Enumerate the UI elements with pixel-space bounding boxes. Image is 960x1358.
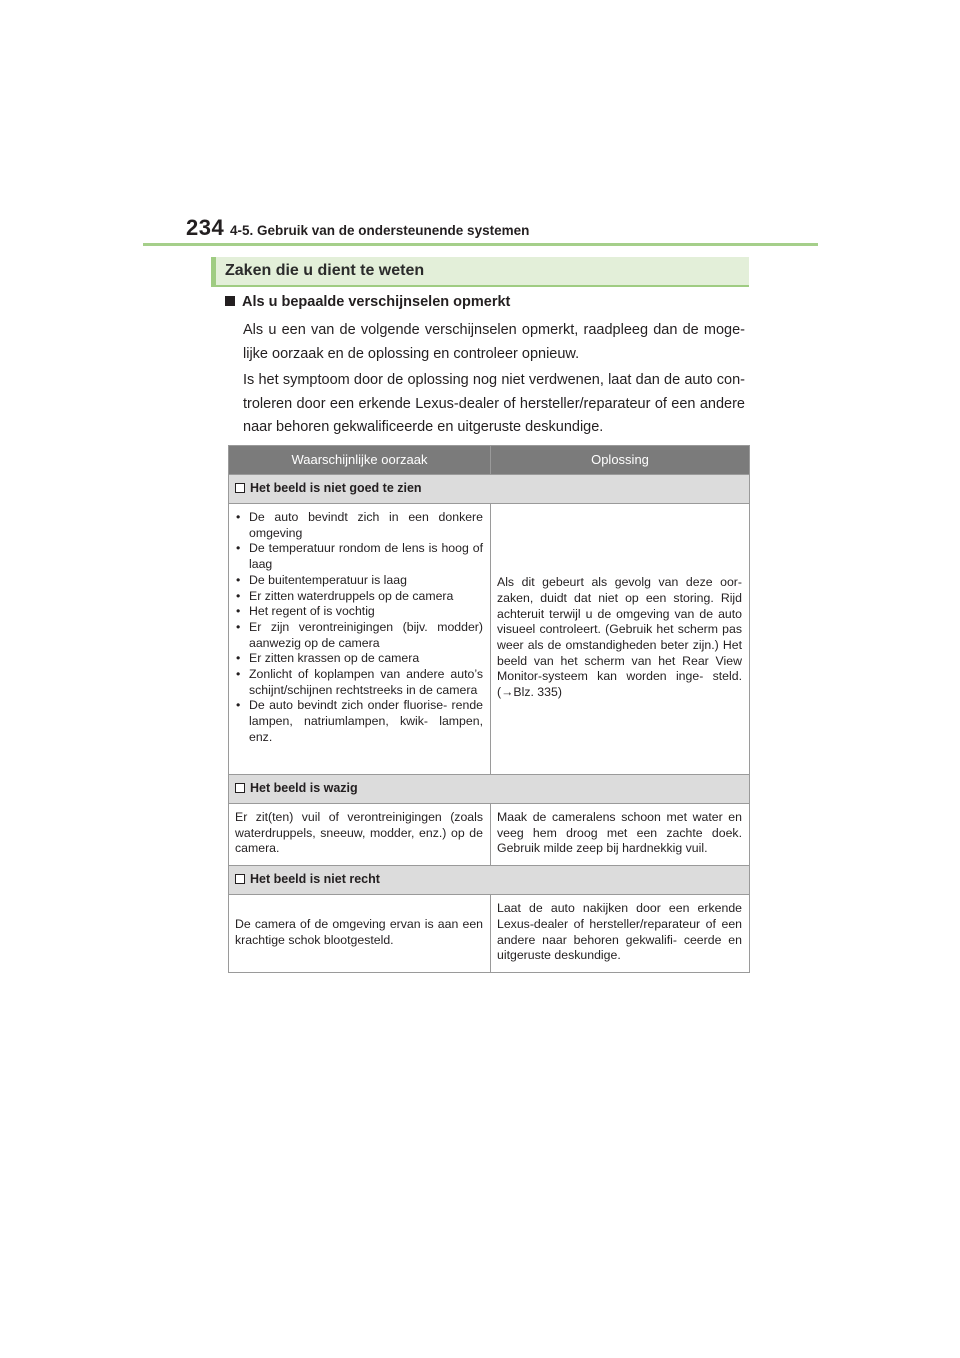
solution-cell: Laat de auto nakijken door een erkende Lexus-dealer of hersteller/reparateur of een andere naar behoren gekwalifi- ceerde en uitgeruste deskundige.	[491, 895, 750, 973]
list-item: • De auto bevindt zich in een donkere omgeving	[235, 510, 483, 541]
info-box-header	[211, 257, 749, 287]
section-row	[229, 866, 750, 895]
header-divider	[143, 243, 818, 246]
table-header-row	[229, 446, 750, 475]
list-item: • Er zitten krassen op de camera	[235, 651, 483, 667]
checkbox-icon	[235, 483, 245, 493]
square-bullet-icon	[225, 296, 235, 306]
section-title-text: Het beeld is niet recht	[250, 872, 380, 887]
cause-cell: De camera of de omgeving ervan is aan een krachtige schok blootgesteld.	[229, 895, 491, 973]
list-item: • Zonlicht of koplampen van andere auto’s schijnt/schijnen rechtstreeks in de camera	[235, 667, 483, 698]
section-title-cell	[229, 775, 750, 804]
section-title-text: Het beeld is wazig	[250, 781, 358, 796]
section-title-cell	[229, 866, 750, 895]
table-row	[229, 804, 750, 866]
cause-list	[235, 510, 483, 746]
subheading	[225, 294, 510, 310]
header-cause: Waarschijnlijke oorzaak	[229, 446, 491, 475]
checkbox-icon	[235, 783, 245, 793]
list-item: • De temperatuur rondom de lens is hoog of laag	[235, 541, 483, 572]
header-solution: Oplossing	[491, 446, 750, 475]
cause-cell	[229, 504, 491, 775]
table-row	[229, 895, 750, 973]
table-row	[229, 504, 750, 775]
paragraph-2: Is het symptoom door de oplossing nog niet verdwenen, laat dan de auto con- troleren door een erkende Lexus-dealer of hersteller/reparateur of een andere naar behoren gekwalificeerde en uitgeruste deskundige.	[243, 372, 745, 435]
troubleshooting-table	[228, 445, 750, 973]
section-title: 4-5. Gebruik van de ondersteunende systemen	[230, 223, 530, 238]
section-row	[229, 775, 750, 804]
list-item: • Er zijn verontreinigingen (bijv. modder) aanwezig op de camera	[235, 620, 483, 651]
section-row	[229, 475, 750, 504]
section-title-cell	[229, 475, 750, 504]
page-number: 234	[186, 215, 225, 240]
checkbox-icon	[235, 874, 245, 884]
info-box-title: Zaken die u dient te weten	[225, 262, 425, 279]
solution-cell: Als dit gebeurt als gevolg van deze oor- zaken, duidt dat niet op een storing. Rijd achteruit terwijl u de omgeving van de auto visueel controleert. (Gebruik het scherm pas weer als de omstandigheden beter zijn.) Het beeld van het scherm van het Rear View Monitor-systeem kan worden inge- steld. (→Blz. 335)	[491, 504, 750, 775]
list-item: • De buitentemperatuur is laag	[235, 573, 483, 589]
paragraph-1: Als u een van de volgende verschijnselen opmerkt, raadpleeg dan de moge- lijke oorzaak en de oplossing en controleer opnieuw.	[243, 322, 745, 362]
cause-cell: Er zit(ten) vuil of verontreinigingen (zoals waterdruppels, sneeuw, modder, enz.) op de camera.	[229, 804, 491, 866]
subheading-text: Als u bepaalde verschijnselen opmerkt	[242, 294, 511, 310]
list-item: • Er zitten waterdruppels op de camera	[235, 589, 483, 605]
list-item: • De auto bevindt zich onder fluorise- rende lampen, natriumlampen, kwik- lampen, enz.	[235, 698, 483, 745]
list-item: • Het regent of is vochtig	[235, 604, 483, 620]
section-title-text: Het beeld is niet goed te zien	[250, 481, 422, 496]
solution-cell: Maak de cameralens schoon met water en veeg hem droog met een zachte doek. Gebruik milde zeep bij hardnekkig vuil.	[491, 804, 750, 866]
